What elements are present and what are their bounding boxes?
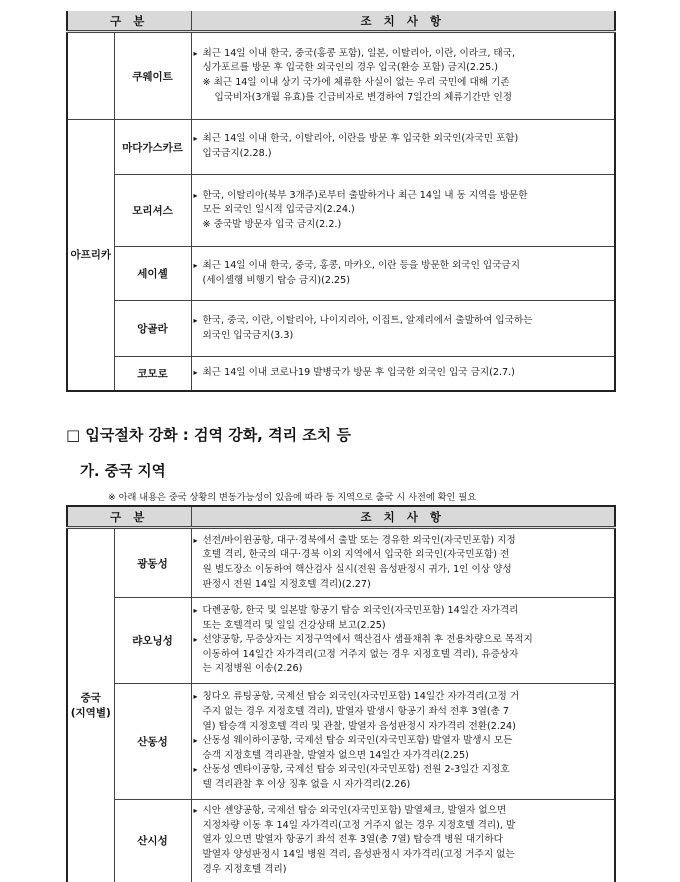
notice-text: ※ 아래 내용은 중국 상황의 변동가능성이 있음에 따라 동 지역으로 출국 시 사전에 확인 필요 <box>108 492 477 503</box>
measure-line: 호텔 격리, 한국의 대구·경북 이외 지역에서 입국한 외국인(자국민포함) 전 <box>202 549 510 561</box>
measures-cell <box>191 684 615 800</box>
measure-line: ▸ 한국, 이탈리아(북부 3개주)로부터 출발하거나 최근 14일 내 동 지역을 방문한 <box>195 189 612 204</box>
measure-line: ▸ 한국, 중국, 이란, 이탈리아, 나이지리아, 이집트, 알제리에서 출발하여 입국하는 <box>195 314 612 329</box>
subsection-heading: 가. 중국 지역 <box>80 464 166 480</box>
province-name: 산시성 <box>114 800 191 882</box>
measure-note: ※ 최근 14일 이내 상기 국가에 체류한 사실이 없는 우리 국민에 대해 기존 <box>202 77 510 88</box>
measure-line: ▸ 최근 14일 이내 코로나19 발병국가 방문 후 입국한 외국인 입국 금지(2.7.) <box>195 366 612 381</box>
measure-line: ▸ 최근 14일 이내 한국, 중국, 홍콩, 마카오, 이란 등을 방문한 외국인 입국금지 <box>195 259 612 274</box>
measure-line: ▸ 산동성 옌타이공항, 국제선 탑승 외국인(자국민포함) 전원 2-3일간 지정호 <box>195 763 612 778</box>
measure-line: ▸ 칭다오 류팅공항, 국제선 탑승 외국인(자국민포함) 14일간 자가격리(고정 거 <box>195 690 612 705</box>
measure-line: ▸ 산동성 웨이하이공항, 국제선 탑승 외국인(자국민포함) 발열자 발생시 모든 <box>195 734 612 749</box>
province-name: 산동성 <box>114 684 191 800</box>
measure-line: 열자 있으면 발열자 항공기 좌석 전후 3열(총 7열) 탑승객 병원 대기하다 <box>202 834 503 846</box>
entry-procedure-table-china <box>66 505 616 882</box>
measures-cell <box>191 301 615 357</box>
region-africa: 아프리카 <box>70 249 112 262</box>
header-category: 구 분 <box>67 506 191 528</box>
measure-line: 모든 외국인 일시적 입국금지(2.24.) <box>202 204 355 216</box>
measure-line: 열) 탑승객 지정호텔 격리 및 관찰, 발열자 음성판정시 자가격리 전환(2.24) <box>202 720 516 732</box>
measure-line: 입국금지(2.28.) <box>202 148 272 159</box>
measure-line: 승객 지정호텔 격리관찰, 발열자 없으면 14일간 자가격리(2.25) <box>202 749 469 761</box>
country-name: 세이셸 <box>114 247 191 301</box>
country-name: 모리셔스 <box>114 175 191 247</box>
measure-line: 원 별도장소 이동하여 핵산검사 실시(전원 음성판정시 귀가, 1인 이상 양성 <box>202 564 512 575</box>
region-label: 중국 <box>80 692 101 705</box>
measure-line: 텔 격리관찰 후 이상 징후 없을 시 자가격리(2.26) <box>202 778 411 790</box>
measure-line: ▸ 최근 14일 이내 한국, 이탈리아, 이란을 방문 후 입국한 외국인(자국민 포함) <box>195 132 612 147</box>
region-sublabel: (지역별) <box>70 707 111 720</box>
measure-line: ▸ 선전/바이윈공항, 대구·경북에서 출발 또는 경유한 외국인(자국민포함) 지정 <box>195 534 612 549</box>
measure-line: ▸ 선양공항, 무증상자는 지정구역에서 핵산검사 샘플채취 후 전용차량으로 목적지 <box>195 633 612 648</box>
region-china <box>67 528 114 882</box>
country-name: 마다가스카르 <box>114 120 191 175</box>
province-name: 랴오닝성 <box>114 598 191 684</box>
measure-line: 이동하여 14일간 자가격리(고정 거주지 없는 경우 지정호텔 격리), 유증상자 <box>202 648 519 660</box>
measure-line: ▸ 최근 14일 이내 한국, 중국(홍콩 포함), 일본, 이탈리아, 이란, 이라크, 태국, <box>195 47 612 62</box>
measures-cell <box>191 247 615 301</box>
measure-line: 외국인 입국금지(3.3) <box>202 329 294 341</box>
section-heading: □ 입국절차 강화 : 검역 강화, 격리 조치 등 <box>66 426 351 444</box>
measure-line: 발열자 양성판정시 14일 병원 격리, 음성판정시 자가격리(고정 거주지 없는 <box>202 849 515 861</box>
header-measures: 조 치 사 항 <box>191 506 615 528</box>
measure-line: 경우 지정호텔 격리) <box>202 863 287 875</box>
country-name: 코모로 <box>114 357 191 391</box>
measure-note: ※ 중국발 방문자 입국 금지(2.2.) <box>202 218 342 230</box>
measure-line: (세이셸행 비행기 탑승 금지)(2.25) <box>202 274 350 286</box>
measures-cell <box>191 528 615 598</box>
measures-cell <box>191 357 615 391</box>
measures-cell <box>191 120 615 175</box>
measures-cell <box>191 800 615 882</box>
measure-line: 주지 없는 경우 지정호텔 격리), 발열자 발생시 항공기 좌석 전후 3열(총 7 <box>202 706 510 718</box>
country-name: 쿠웨이트 <box>114 32 191 120</box>
header-category: 구 분 <box>67 11 191 32</box>
country-name: 앙골라 <box>114 301 191 357</box>
measure-line: 판정시 전원 14일 지정호텔 격리)(2.27) <box>202 578 371 590</box>
measure-line: 싱가포르를 방문 후 입국한 외국인의 경우 입국(환승 포함) 금지(2.25.) <box>202 62 498 74</box>
measure-line: ▸ 다롄공항, 한국 및 일본발 항공기 탑승 외국인(자국민포함) 14일간 자가격리 <box>195 604 612 619</box>
measures-cell <box>191 598 615 684</box>
measure-line: 입국비자(3개월 유효)를 긴급비자로 변경하여 7일간의 체류기간만 인정 <box>214 91 512 103</box>
measure-line: 또는 호텔격리 및 일일 건강상태 보고(2.25) <box>202 619 386 631</box>
province-name: 광동성 <box>114 528 191 598</box>
entry-ban-table-africa <box>66 11 616 392</box>
measures-cell <box>191 175 615 247</box>
measure-line: ▸ 시안 셴양공항, 국제선 탑승 외국인(자국민포함) 발열체크, 발열자 없으면 <box>195 804 612 819</box>
header-measures: 조 치 사 항 <box>191 11 615 32</box>
measures-cell <box>191 32 615 120</box>
measure-line: 는 지정병원 이송(2.26) <box>202 663 303 675</box>
measure-line: 지정차량 이동 후 14일 자가격리(고정 거주지 없는 경우 지정호텔 격리), 발 <box>202 819 516 831</box>
